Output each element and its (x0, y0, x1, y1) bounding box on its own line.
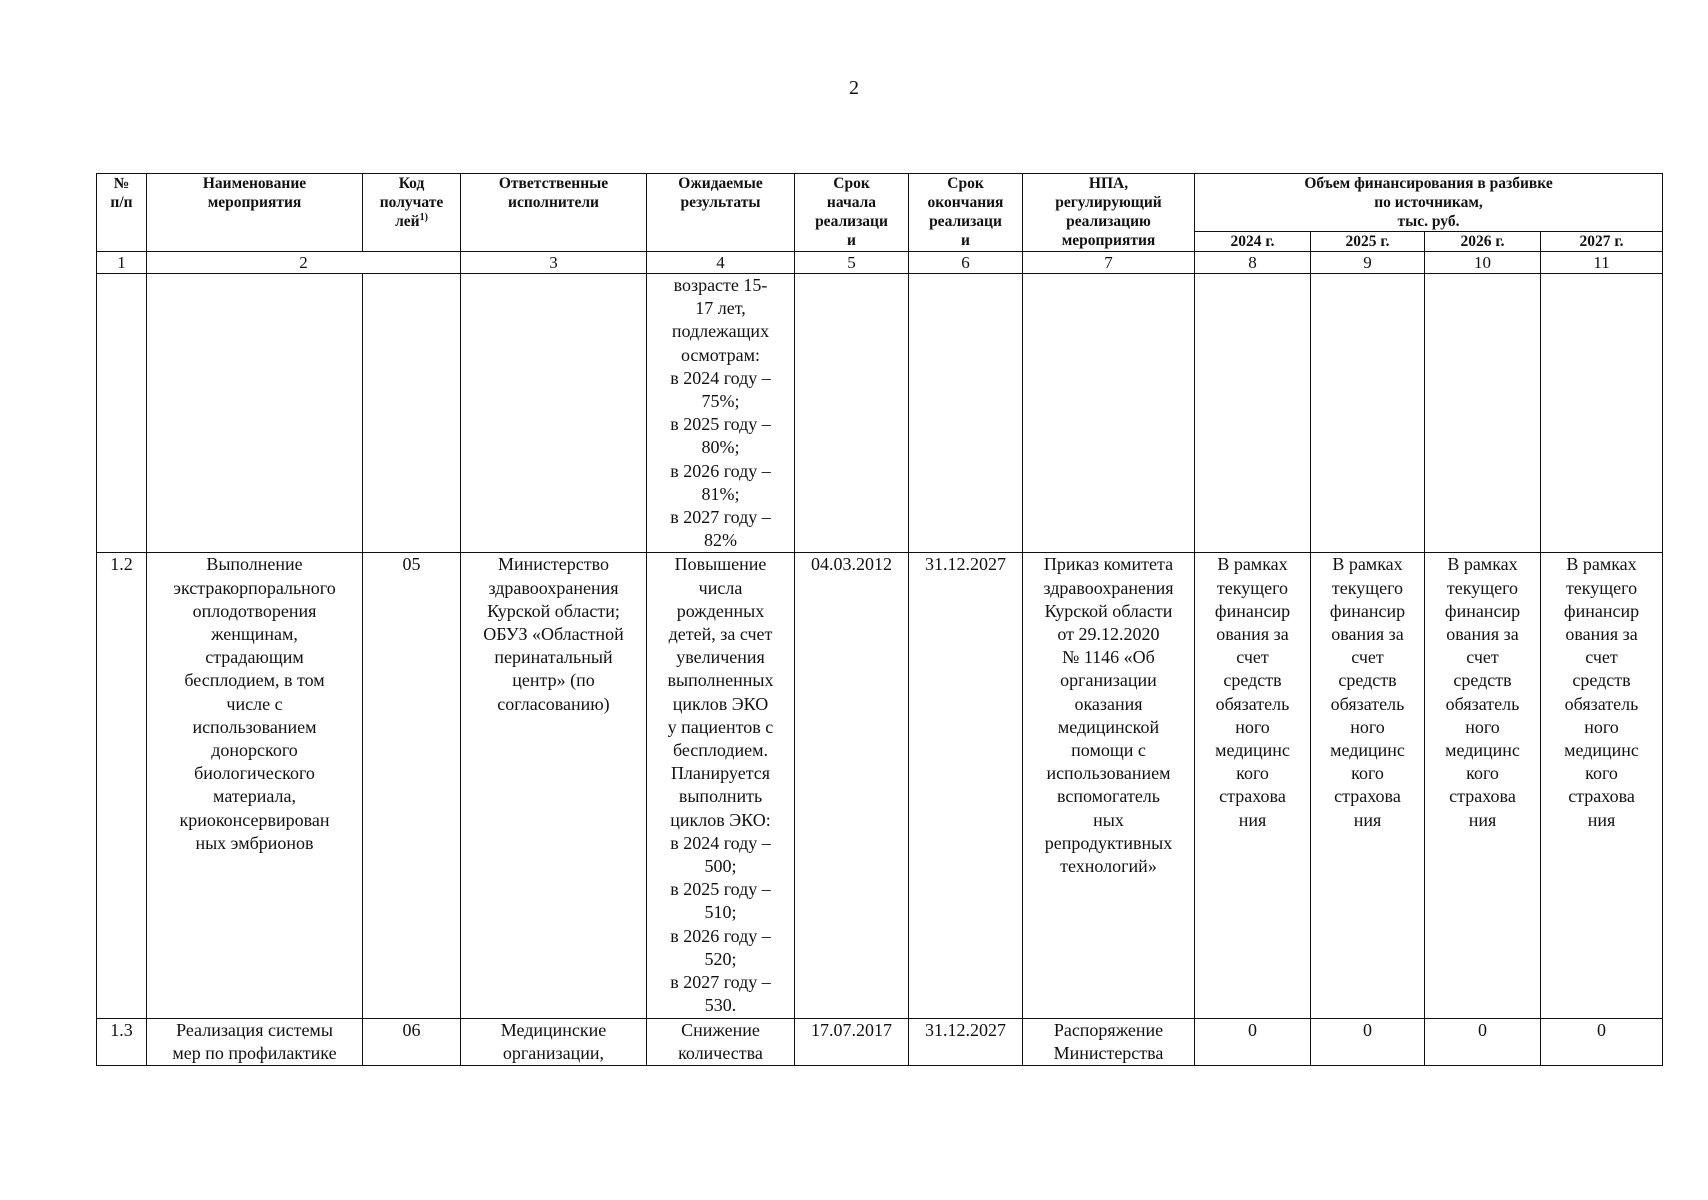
cell-code: 06 (363, 1018, 461, 1065)
cell-end: 31.12.2027 (909, 1018, 1023, 1065)
header-code: Код получате лей$^{1)}$ (363, 174, 461, 252)
cell-responsible (461, 274, 647, 553)
cell-fin-2027 (1541, 274, 1663, 553)
column-number: 4 (647, 252, 795, 274)
cell-fin-2026: 0 (1425, 1018, 1541, 1065)
cell-start: 04.03.2012 (795, 553, 909, 1018)
header-responsible: Ответственные исполнители (461, 174, 647, 252)
cell-responsible: Медицинские организации, (461, 1018, 647, 1065)
table-row-1-2 (97, 553, 1663, 1018)
header-year-2025: 2025 г. (1311, 232, 1425, 252)
column-number: 5 (795, 252, 909, 274)
cell-num: 1.3 (97, 1018, 147, 1065)
cell-name (147, 274, 363, 553)
cell-end (909, 274, 1023, 553)
cell-fin-2025: В рамках текущего финансир ования за счет средств обязатель ного медицинс кого страхова ния (1311, 553, 1425, 1018)
header-results: Ожидаемые результаты (647, 174, 795, 252)
table-row-1-3 (97, 1018, 1663, 1065)
column-number: 8 (1195, 252, 1311, 274)
column-numbers-row (97, 252, 1663, 274)
cell-fin-2027: 0 (1541, 1018, 1663, 1065)
cell-code: 05 (363, 553, 461, 1018)
cell-num (97, 274, 147, 553)
cell-name: Реализация системы мер по профилактике (147, 1018, 363, 1065)
column-number: 11 (1541, 252, 1663, 274)
header-num: № п/п (97, 174, 147, 252)
table-row-continuation (97, 274, 1663, 553)
cell-fin-2024 (1195, 274, 1311, 553)
cell-fin-2026: В рамках текущего финансир ования за счет средств обязатель ного медицинс кого страхова ния (1425, 553, 1541, 1018)
header-start: Срок начала реализаци и (795, 174, 909, 252)
footnote-marker: 1) (419, 211, 428, 223)
cell-fin-2026 (1425, 274, 1541, 553)
column-number: 1 (97, 252, 147, 274)
cell-name: Выполнение экстракорпорального оплодотворения женщинам, страдающим бесплодием, в том числе с использованием донорского биологического материала, криоконсервирован ных эмбрионов (147, 553, 363, 1018)
header-end: Срок окончания реализаци и (909, 174, 1023, 252)
column-number: 7 (1023, 252, 1195, 274)
column-number: 2 (147, 252, 461, 274)
cell-fin-2024: 0 (1195, 1018, 1311, 1065)
column-number: 9 (1311, 252, 1425, 274)
column-number: 10 (1425, 252, 1541, 274)
cell-results: возрасте 15- 17 лет, подлежащих осмотрам: в 2024 году – 75%; в 2025 году – 80%; в 2026 году – 81%; в 2027 году – 82% (647, 274, 795, 553)
cell-end: 31.12.2027 (909, 553, 1023, 1018)
header-row (97, 174, 1663, 232)
cell-results: Повышение числа рожденных детей, за счет увеличения выполненных циклов ЭКО у пациентов с бесплодием. Планируется выполнить циклов ЭКО: в 2024 году – 500; в 2025 году – 510; в 2026 году – 520; в 2027 году – 530. (647, 553, 795, 1018)
cell-npa (1023, 274, 1195, 553)
header-year-2024: 2024 г. (1195, 232, 1311, 252)
cell-responsible: Министерство здравоохранения Курской области; ОБУЗ «Областной перинатальный центр» (по согласованию) (461, 553, 647, 1018)
cell-num: 1.2 (97, 553, 147, 1018)
cell-fin-2025 (1311, 274, 1425, 553)
measures-table (96, 173, 1663, 1066)
header-npa: НПА, регулирующий реализацию мероприятия (1023, 174, 1195, 252)
cell-fin-2025: 0 (1311, 1018, 1425, 1065)
header-year-2026: 2026 г. (1425, 232, 1541, 252)
column-number: 3 (461, 252, 647, 274)
cell-results: Снижение количества (647, 1018, 795, 1065)
header-name: Наименование мероприятия (147, 174, 363, 252)
cell-start (795, 274, 909, 553)
header-year-2027: 2027 г. (1541, 232, 1663, 252)
cell-npa: Приказ комитета здравоохранения Курской области от 29.12.2020 № 1146 «Об организации оказания медицинской помощи с использованием вспомогатель ных репродуктивных технологий» (1023, 553, 1195, 1018)
page-number: 2 (849, 77, 859, 99)
cell-code (363, 274, 461, 553)
column-number: 6 (909, 252, 1023, 274)
cell-fin-2027: В рамках текущего финансир ования за счет средств обязатель ного медицинс кого страхова ния (1541, 553, 1663, 1018)
cell-start: 17.07.2017 (795, 1018, 909, 1065)
cell-npa: Распоряжение Министерства (1023, 1018, 1195, 1065)
header-financing: Объем финансирования в разбивке по источникам, тыс. руб. (1195, 174, 1663, 232)
cell-fin-2024: В рамках текущего финансир ования за счет средств обязатель ного медицинс кого страхова ния (1195, 553, 1311, 1018)
